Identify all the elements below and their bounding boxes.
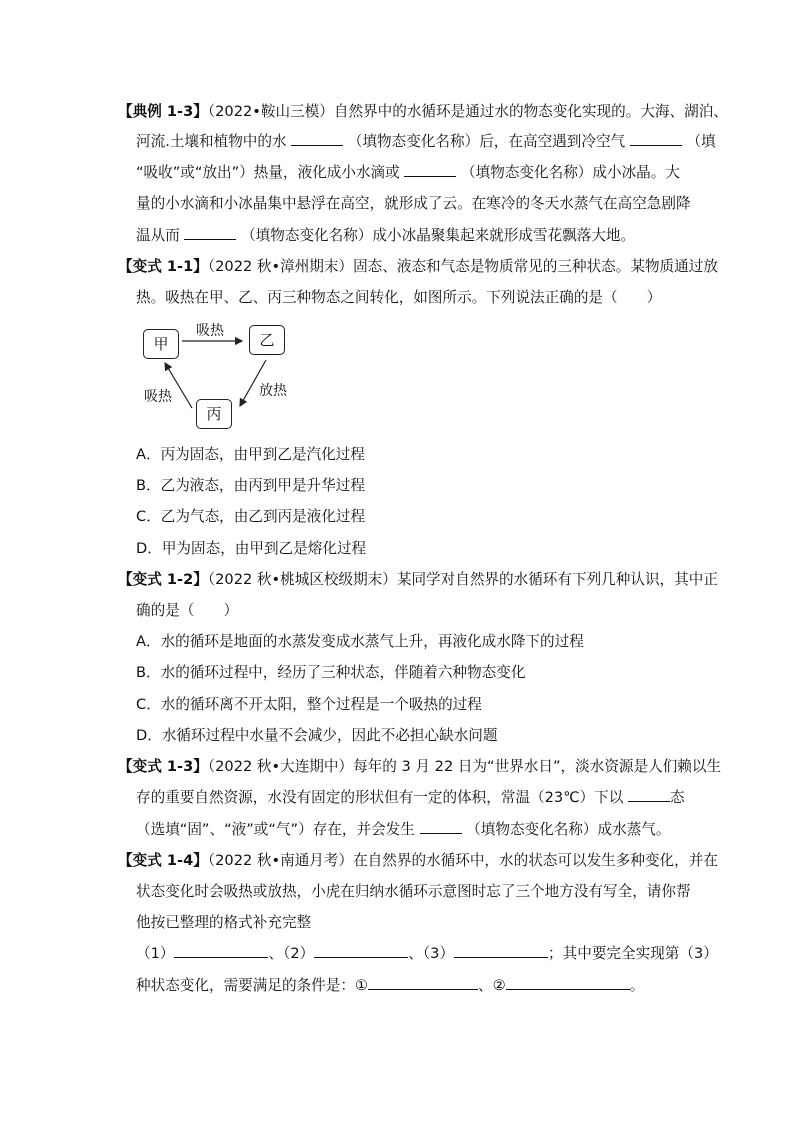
q3-blank-1[interactable] [628, 787, 670, 802]
q3-blank-2[interactable] [420, 819, 462, 834]
q3-text-2b: 态 [670, 789, 685, 806]
q4-line-3: 他按已整理的格式补充完整 [136, 914, 312, 931]
q3-tag: 【变式 1-3】 [118, 758, 208, 775]
q0-line-1 [118, 101, 728, 123]
q2-source: （2022 秋•桃城区校级期末） [207, 571, 397, 588]
q2-option-a[interactable]: A．水的循环是地面的水蒸发变成水蒸气上升，再液化成水降下的过程 [136, 633, 584, 650]
q0-text-5b: （填物态变化名称）成小冰晶聚集起来就形成雪花飘落大地。 [241, 227, 636, 244]
q3-line-1 [118, 756, 721, 778]
q0-text-2a: 河流.土壤和植物中的水 [136, 133, 287, 150]
q4-blank-2[interactable] [314, 943, 408, 958]
box-yi: 乙 [249, 325, 285, 355]
q4-source: （2022 秋•南通月考） [207, 852, 354, 869]
q0-line-5 [136, 225, 635, 247]
q4-text-4b: 、（2） [268, 945, 315, 962]
q0-line-3 [136, 162, 680, 184]
q0-blank-1[interactable] [291, 131, 343, 146]
q3-text-3a: （选填“固”、“液”或“气”）存在，并会发生 [136, 821, 415, 838]
q3-text-2a: 存的重要自然资源，水没有固定的形状但有一定的体积，常温（23℃）下以 [136, 789, 624, 806]
q0-text-3a: “吸收”或“放出”）热量，液化成小水滴或 [136, 164, 400, 181]
q1-option-d[interactable]: D．甲为固态，由甲到乙是熔化过程 [136, 540, 367, 557]
q0-text-2c: （填 [686, 133, 716, 150]
q3-text-3b: （填物态变化名称）成水蒸气。 [466, 821, 671, 838]
q1-option-a[interactable]: A．丙为固态，由甲到乙是汽化过程 [136, 446, 365, 463]
state-change-diagram [138, 320, 298, 432]
q1-line-2: 热。吸热在甲、乙、丙三种物态之间转化，如图所示。下列说法正确的是（ ） [136, 289, 662, 306]
q2-text-1: 某同学对自然界的水循环有下列几种认识，其中正 [396, 571, 718, 588]
q4-blank-4[interactable] [368, 975, 478, 990]
q0-blank-2[interactable] [630, 131, 682, 146]
q2-line-2: 确的是（ ） [136, 602, 239, 619]
q0-blank-3[interactable] [404, 162, 456, 177]
q4-text-4a: （1） [136, 945, 175, 962]
q0-tag: 【典例 1-3】 [118, 103, 208, 120]
q0-line-4: 量的小水滴和小冰晶集中悬浮在高空，就形成了云。在寒冷的冬天水蒸气在高空急剧降 [136, 195, 691, 212]
q4-text-5b: 、② [478, 977, 506, 994]
q3-line-2 [136, 787, 685, 809]
q3-line-3 [136, 819, 670, 841]
q2-tag: 【变式 1-2】 [118, 571, 208, 588]
q4-line-1 [118, 850, 718, 872]
label-left: 吸热 [144, 389, 172, 405]
q1-source: （2022 秋•漳州期末） [207, 258, 354, 275]
q1-text-1: 固态、液态和气态是物质常见的三种状态。某物质通过放 [353, 258, 718, 275]
q0-text-1: 自然界中的水循环是通过水的物态变化实现的。大海、湖泊、 [333, 103, 728, 120]
q4-text-4d: ；其中要完全实现第（3） [548, 945, 718, 962]
q2-line-1 [118, 569, 718, 591]
q4-text-1: 在自然界的水循环中，水的状态可以发生多种变化，并在 [353, 852, 718, 869]
q0-text-3b: （填物态变化名称）成小冰晶。大 [461, 164, 680, 181]
box-bing: 丙 [196, 399, 232, 429]
q2-option-c[interactable]: C．水的循环离不开太阳，整个过程是一个吸热的过程 [136, 696, 482, 713]
q4-blank-3[interactable] [454, 943, 548, 958]
q0-text-5a: 温从而 [136, 227, 180, 244]
q2-option-b[interactable]: B．水的循环过程中，经历了三种状态，伴随着六种物态变化 [136, 664, 526, 681]
q4-line-4 [136, 943, 718, 965]
q4-tag: 【变式 1-4】 [118, 852, 208, 869]
q1-line-1 [118, 256, 718, 278]
box-jia: 甲 [143, 329, 179, 359]
q1-option-c[interactable]: C．乙为气态，由乙到丙是液化过程 [136, 508, 366, 525]
q0-text-2b: （填物态变化名称）后，在高空遇到冷空气 [347, 133, 626, 150]
q4-blank-1[interactable] [174, 943, 268, 958]
label-right: 放热 [259, 383, 287, 399]
q1-tag: 【变式 1-1】 [118, 258, 208, 275]
q0-line-2 [136, 131, 716, 153]
q3-source: （2022 秋•大连期中） [207, 758, 354, 775]
q4-line-2: 状态变化时会吸热或放热，小虎在归纳水循环示意图时忘了三个地方没有写全，请你帮 [136, 883, 691, 900]
q2-option-d[interactable]: D．水循环过程中水量不会减少，因此不必担心缺水问题 [136, 727, 498, 744]
q4-line-5 [136, 975, 644, 997]
q4-text-5c: 。 [629, 977, 645, 994]
q0-source: （2022•鞍山三模） [207, 103, 334, 120]
q0-blank-4[interactable] [184, 225, 236, 240]
label-top: 吸热 [196, 323, 224, 339]
q4-blank-5[interactable] [506, 975, 630, 990]
q3-text-1: 每年的 3 月 22 日为“世界水日”，淡水资源是人们赖以生 [353, 758, 722, 775]
q1-option-b[interactable]: B．乙为液态，由丙到甲是升华过程 [136, 477, 365, 494]
q4-text-4c: 、（3） [408, 945, 455, 962]
q4-text-5a: 种状态变化，需要满足的条件是：① [136, 977, 368, 994]
